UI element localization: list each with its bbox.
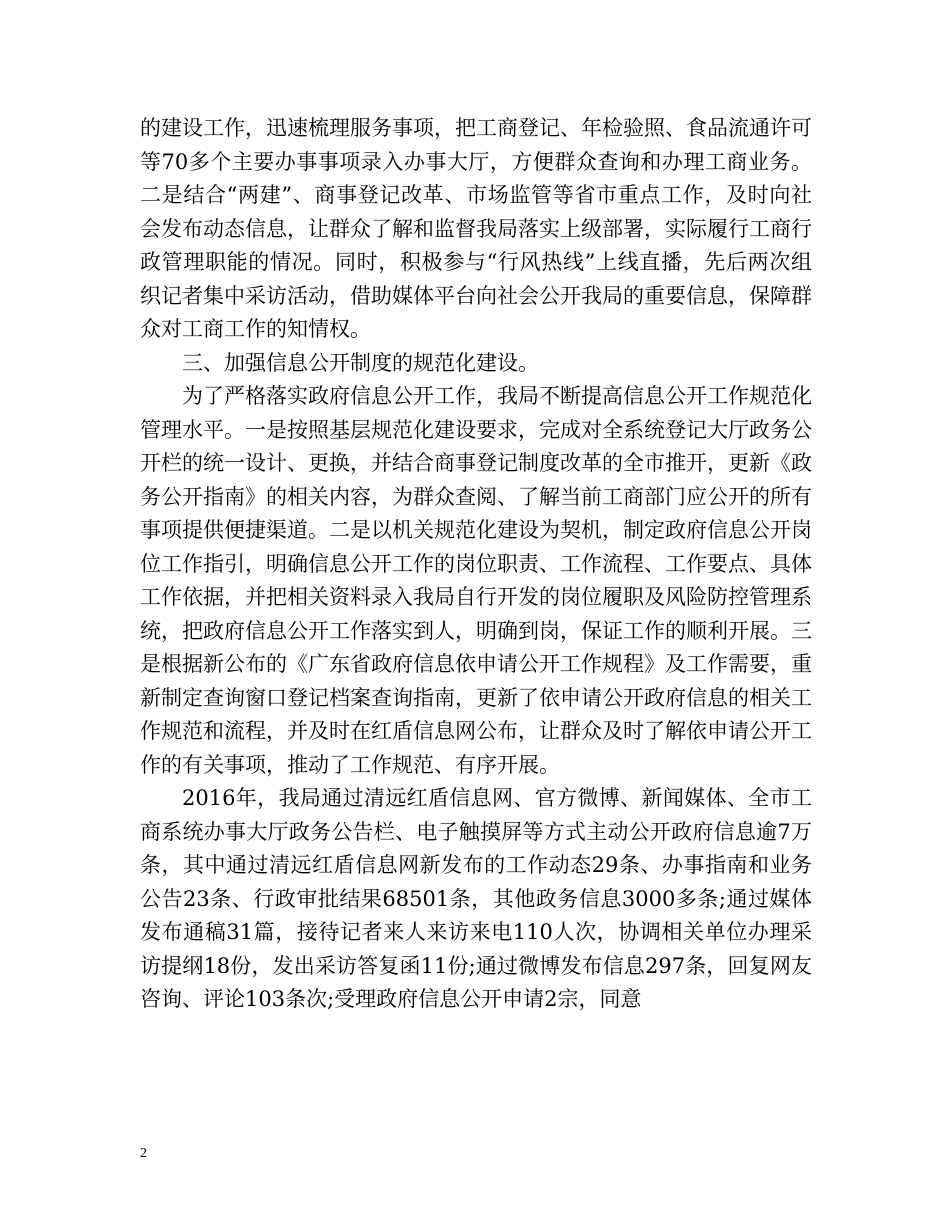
paragraph-3: 2016年，我局通过清远红盾信息网、官方微博、新闻媒体、全市工商系统办事大厅政务公告栏、电子触摸屏等方式主动公开政府信息逾7万条，其中通过清远红盾信息网新发布的工作动态29条、办事指南和业务公告23条、行政审批结果68501条，其他政务信息3000多条;通过媒体发布通稿31篇，接待记者来人来访来电110人次，协调相关单位办理采访提纲18份，发出采访答复函11份;通过微博发布信息297条，回复网友咨询、评论103条次;受理政府信息公开申请2宗，同意 xyxy=(140,786,812,1011)
document-body xyxy=(140,112,812,1017)
paragraph-1: 的建设工作，迅速梳理服务事项，把工商登记、年检验照、食品流通许可等70多个主要办事事项录入办事大厅，方便群众查询和办理工商业务。二是结合“两建”、商事登记改革、市场监管等省市重点工作，及时向社会发布动态信息，让群众了解和监督我局落实上级部署，实际履行工商行政管理职能的情况。同时，积极参与“行风热线”上线直播，先后两次组织记者集中采访活动，借助媒体平台向社会公开我局的重要信息，保障群众对工商工作的知情权。 xyxy=(140,116,812,341)
page-number: 2 xyxy=(140,1146,147,1161)
section-heading: 三、加强信息公开制度的规范化建设。 xyxy=(182,350,539,375)
paragraph-2: 为了严格落实政府信息公开工作，我局不断提高信息公开工作规范化管理水平。一是按照基层规范化建设要求，完成对全系统登记大厅政务公开栏的统一设计、更换，并结合商事登记制度改革的全市推开，更新《政务公开指南》的相关内容，为群众查阅、了解当前工商部门应公开的所有事项提供便捷渠道。二是以机关规范化建设为契机，制定政府信息公开岗位工作指引，明确信息公开工作的岗位职责、工作流程、工作要点、具体工作依据，并把相关资料录入我局自行开发的岗位履职及风险防控管理系统，把政府信息公开工作落实到人，明确到岗，保证工作的顺利开展。三是根据新公布的《广东省政府信息依申请公开工作规程》及工作需要，重新制定查询窗口登记档案查询指南，更新了依申请公开政府信息的相关工作规范和流程，并及时在红盾信息网公布，让群众及时了解依申请公开工作的有关事项，推动了工作规范、有序开展。 xyxy=(140,384,812,777)
